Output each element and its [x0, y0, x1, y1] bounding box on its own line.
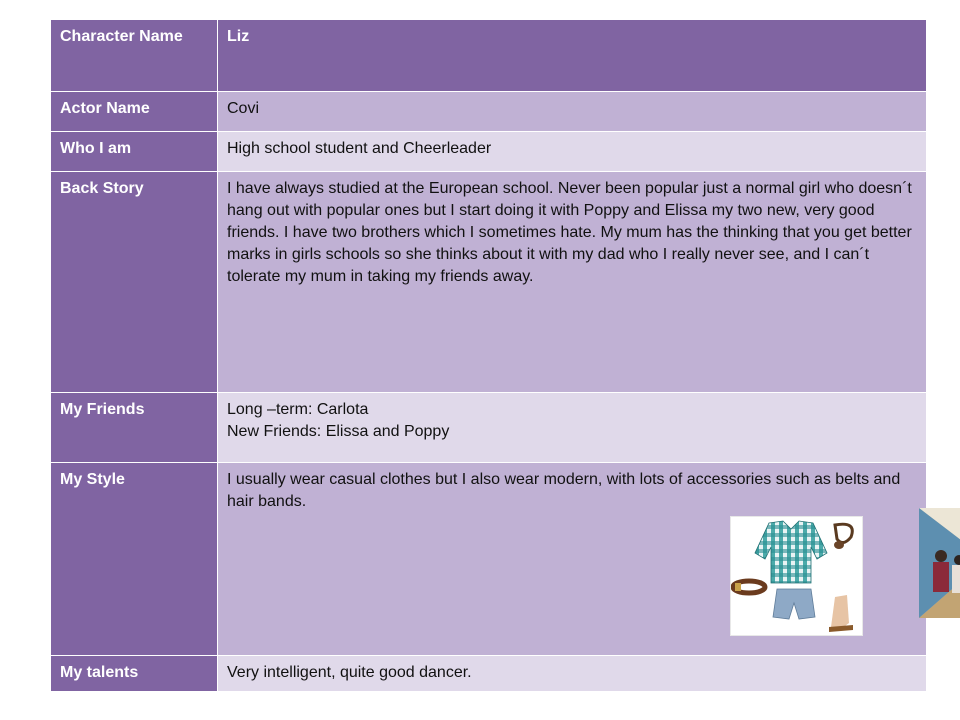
- label-my-style: My Style: [51, 463, 218, 656]
- value-my-style: I usually wear casual clothes but I also wear modern, with lots of accessories such as belts and hair bands.: [227, 471, 901, 510]
- row-my-friends: [51, 393, 927, 463]
- clothes-accessories-photo: [730, 516, 863, 636]
- value-who-i-am: High school student and Cheerleader: [218, 132, 927, 172]
- character-profile-table: [50, 19, 927, 692]
- row-back-story: [51, 172, 927, 393]
- label-my-talents: My talents: [51, 656, 218, 692]
- row-my-style: [51, 463, 927, 656]
- value-back-story: I have always studied at the European school. Never been popular just a normal girl who doesn´t hang out with popular ones but I start doing it with Poppy and Elissa my two new, very good friends. I have two brothers which I sometimes hate. My mum has the thinking that you get better marks in girls schools so she thinks about it with my dad who I really never see, and I can´t tolerate my mum in taking my friends away.: [218, 172, 927, 393]
- label-who-i-am: Who I am: [51, 132, 218, 172]
- value-character-name: Liz: [218, 20, 927, 92]
- row-who-i-am: [51, 132, 927, 172]
- value-my-talents: Very intelligent, quite good dancer.: [218, 656, 927, 692]
- row-actor-name: [51, 92, 927, 132]
- value-my-style-cell: [218, 463, 927, 656]
- label-my-friends: My Friends: [51, 393, 218, 463]
- school-hallway-photo: [919, 508, 960, 618]
- row-character-name: [51, 20, 927, 92]
- value-my-friends: Long –term: Carlota New Friends: Elissa and Poppy: [227, 401, 450, 440]
- label-actor-name: Actor Name: [51, 92, 218, 132]
- row-my-talents: [51, 656, 927, 692]
- hallway-illustration: [919, 508, 960, 618]
- label-back-story: Back Story: [51, 172, 218, 393]
- value-actor-name: Covi: [218, 92, 927, 132]
- label-character-name: Character Name: [51, 20, 218, 92]
- clothes-illustration: [731, 517, 862, 635]
- value-my-friends-cell: [218, 393, 927, 463]
